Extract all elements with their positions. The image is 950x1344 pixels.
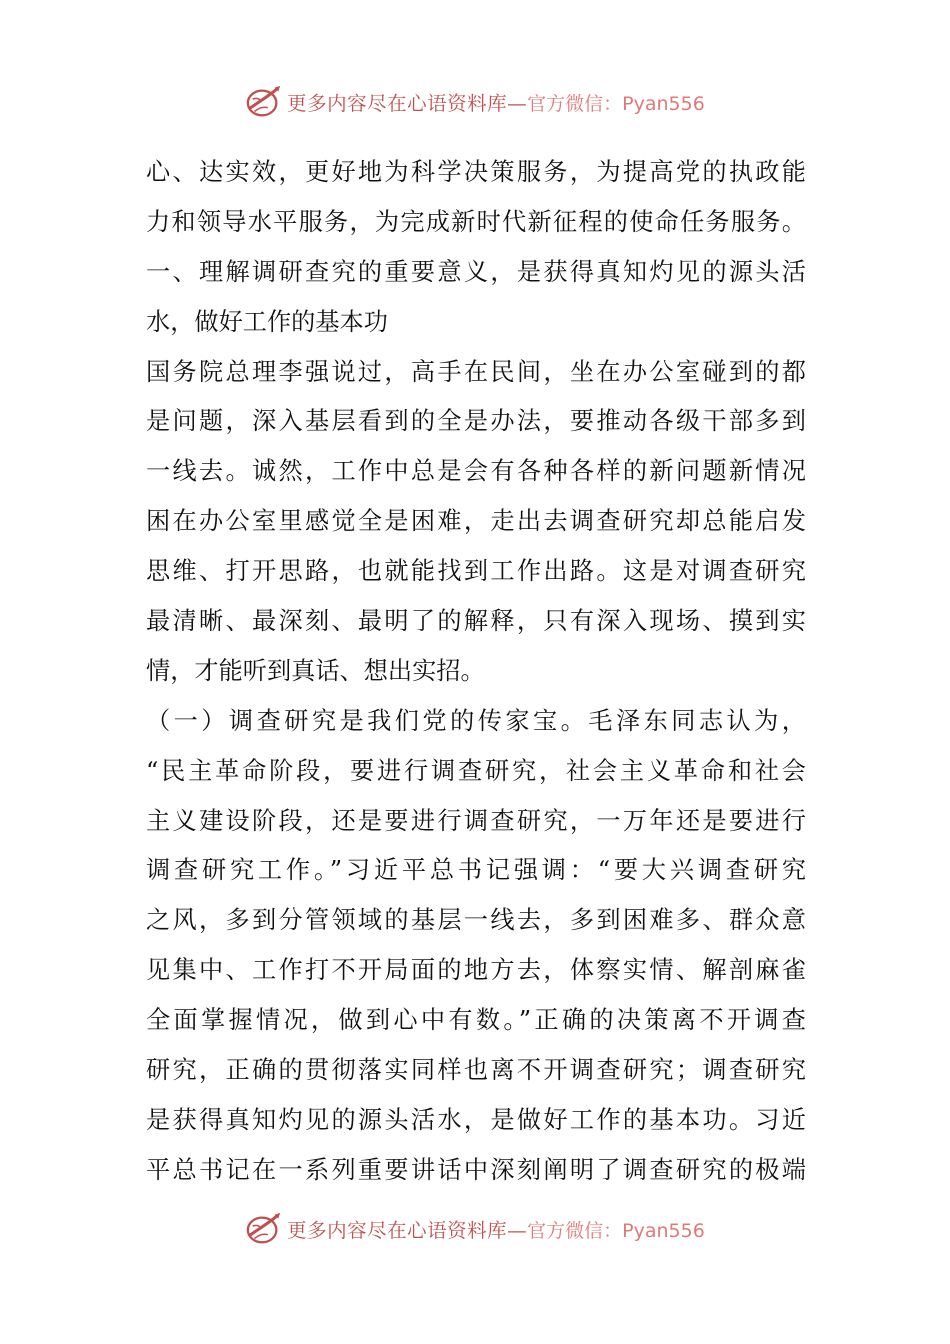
pen-logo-icon xyxy=(245,1210,283,1248)
body-line: 最清晰、最深刻、最明了的解释，只有深入现场、摸到实 xyxy=(146,607,806,636)
header-watermark-text: 更多内容尽在心语资料库— xyxy=(287,92,528,115)
body-line: 是获得真知灼见的源头活水，是做好工作的基本功。习近 xyxy=(146,1105,806,1134)
pen-logo-icon xyxy=(245,83,283,121)
body-line: 调查研究工作。”习近平总书记强调：“要大兴调查研究 xyxy=(146,856,806,885)
header-watermark-wechat: 官方微信：Pyan556 xyxy=(527,92,705,115)
subsection-heading-line: （一）调查研究是我们党的传家宝。毛泽东同志认为， xyxy=(146,706,806,735)
body-line: 是问题，深入基层看到的全是办法，要推动各级干部多到 xyxy=(146,407,806,436)
body-line: 一线去。诚然，工作中总是会有各种各样的新问题新情况 xyxy=(146,457,806,486)
body-line: 全面掌握情况，做到心中有数。”正确的决策离不开调查 xyxy=(146,1006,806,1035)
body-line: 平总书记在一系列重要讲话中深刻阐明了调查研究的极端 xyxy=(146,1155,806,1184)
body-line: 研究，正确的贯彻落实同样也离不开调查研究；调查研究 xyxy=(146,1056,806,1085)
body-line: 见集中、工作打不开局面的地方去，体察实情、解剖麻雀 xyxy=(146,956,806,985)
footer-watermark-wechat: 官方微信：Pyan556 xyxy=(527,1219,705,1242)
body-line: 之风，多到分管领域的基层一线去，多到困难多、群众意 xyxy=(146,906,806,935)
body-line: 心、达实效，更好地为科学决策服务，为提高党的执政能 xyxy=(146,158,806,186)
header-watermark-banner xyxy=(0,80,950,124)
footer-watermark-banner xyxy=(0,1207,950,1251)
body-line: 情，才能听到真话、想出实招。 xyxy=(146,656,485,685)
section-heading-line: 水，做好工作的基本功 xyxy=(146,307,388,336)
section-heading-line: 一、理解调研查究的重要意义，是获得真知灼见的源头活 xyxy=(146,257,806,286)
body-line: 力和领导水平服务，为完成新时代新征程的使命任务服务。 xyxy=(146,207,806,236)
body-line: 国务院总理李强说过，高手在民间，坐在办公室碰到的都 xyxy=(146,357,806,386)
body-line: “民主革命阶段，要进行调查研究，社会主义革命和社会 xyxy=(146,756,806,785)
body-line: 主义建设阶段，还是要进行调查研究，一万年还是要进行 xyxy=(146,806,806,835)
body-line: 困在办公室里感觉全是困难，走出去调查研究却总能启发 xyxy=(146,507,806,536)
document-body xyxy=(146,148,806,1196)
body-line: 思维、打开思路，也就能找到工作出路。这是对调查研究 xyxy=(146,557,806,586)
footer-watermark-text: 更多内容尽在心语资料库— xyxy=(287,1219,528,1242)
